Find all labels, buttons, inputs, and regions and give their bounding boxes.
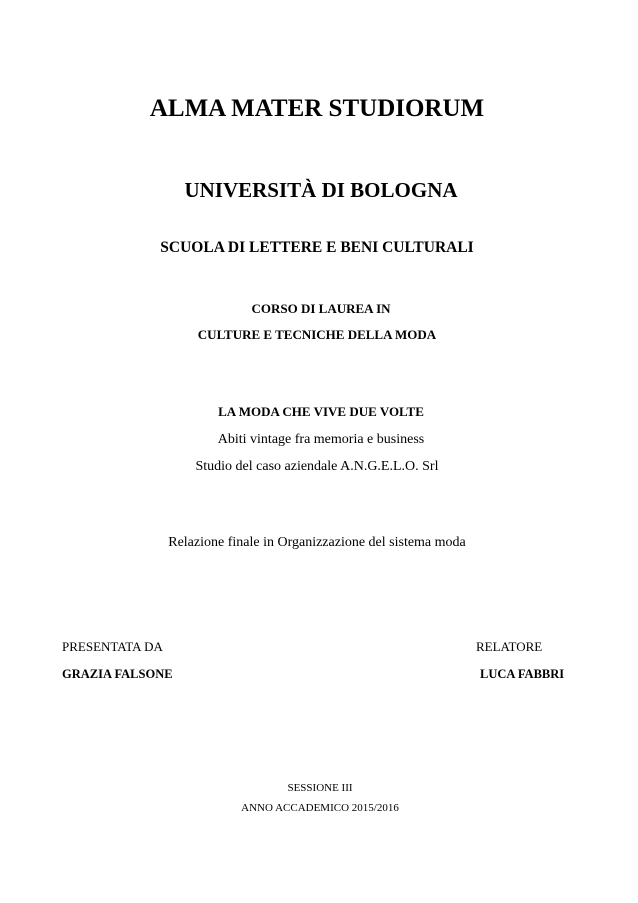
school-name: SCUOLA DI LETTERE E BENI CULTURALI xyxy=(160,239,474,256)
presented-by-label: PRESENTATA DA xyxy=(62,639,163,654)
report-type: Relazione finale in Organizzazione del sistema moda xyxy=(168,535,466,550)
alma-mater-heading: ALMA MATER STUDIORUM xyxy=(149,95,485,122)
course-name: CULTURE E TECNICHE DELLA MODA xyxy=(197,327,437,342)
thesis-title: LA MODA CHE VIVE DUE VOLTE xyxy=(218,404,424,419)
supervisor-label: RELATORE xyxy=(476,639,543,654)
thesis-case-study: Studio del caso aziendale A.N.G.E.L.O. Srl xyxy=(195,459,439,474)
thesis-subtitle: Abiti vintage fra memoria e business xyxy=(217,432,425,447)
supervisor-name: LUCA FABBRI xyxy=(480,667,565,681)
university-name: UNIVERSITÀ DI BOLOGNA xyxy=(184,178,458,202)
course-label: CORSO DI LAUREA IN xyxy=(251,301,391,316)
academic-year: ANNO ACCADEMICO 2015/2016 xyxy=(241,802,399,814)
session: SESSIONE III xyxy=(287,782,353,794)
student-name: GRAZIA FALSONE xyxy=(62,667,173,681)
